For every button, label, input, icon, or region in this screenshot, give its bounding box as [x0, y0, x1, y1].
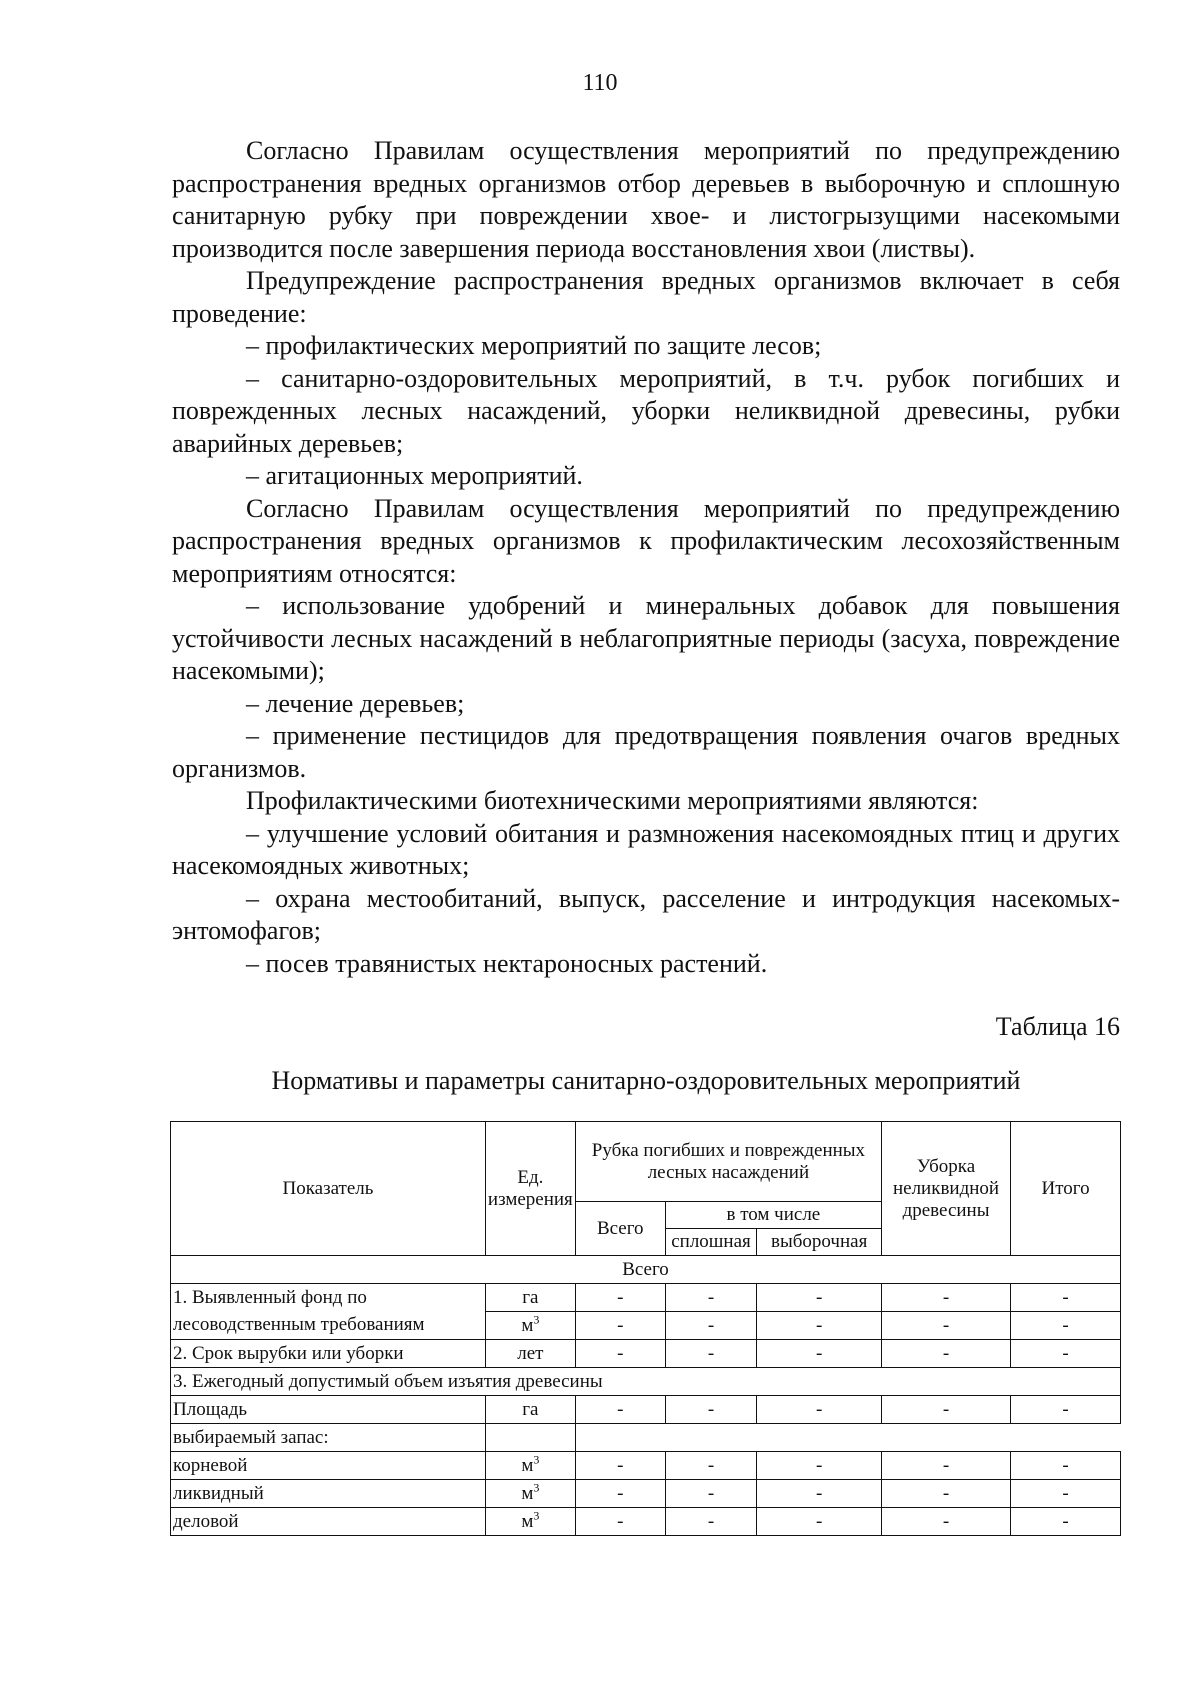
- row-label: лесоводственным требованиям: [171, 1312, 486, 1340]
- cell: -: [757, 1452, 882, 1480]
- table-caption: Таблица 16: [995, 1012, 1120, 1041]
- row-label: Площадь: [171, 1396, 486, 1424]
- table-row: [171, 1424, 1121, 1452]
- cell: -: [665, 1480, 757, 1508]
- cell: -: [575, 1508, 665, 1536]
- cell: -: [1011, 1312, 1121, 1340]
- list-item: – профилактических мероприятий по защите лесов;: [246, 331, 822, 360]
- page-number: 110: [582, 70, 618, 96]
- cell: -: [665, 1396, 757, 1424]
- section-row: 3. Ежегодный допустимый объем изъятия древесины: [171, 1368, 1121, 1396]
- cell: -: [757, 1396, 882, 1424]
- cell: -: [575, 1340, 665, 1368]
- unit-text: м: [521, 1454, 534, 1476]
- cell: -: [757, 1340, 882, 1368]
- row-label: 1. Выявленный фонд по: [171, 1284, 486, 1312]
- row-unit: га: [485, 1284, 575, 1312]
- header-sum: Итого: [1011, 1122, 1121, 1256]
- cell: -: [1011, 1452, 1121, 1480]
- row-label: выбираемый запас:: [171, 1424, 486, 1452]
- superscript: 3: [533, 1312, 540, 1327]
- header-including: в том числе: [665, 1202, 881, 1229]
- cell: -: [882, 1312, 1011, 1340]
- cell: -: [575, 1284, 665, 1312]
- table-row: [171, 1312, 1121, 1340]
- superscript: 3: [533, 1508, 540, 1523]
- norms-table: [170, 1121, 1121, 1536]
- unit-text: м: [521, 1314, 534, 1336]
- cell: -: [882, 1452, 1011, 1480]
- header-cutting: Рубка погибших и поврежденных лесных насаждений: [575, 1122, 881, 1202]
- cell: -: [757, 1480, 882, 1508]
- table-row: [171, 1480, 1121, 1508]
- list-item: – применение пестицидов для предотвращения появления очагов вредных организмов.: [172, 721, 1120, 783]
- table-title: Нормативы и параметры санитарно-оздоровительных мероприятий: [271, 1066, 1021, 1095]
- cell: -: [882, 1340, 1011, 1368]
- table-row: [171, 1396, 1121, 1424]
- cell: -: [882, 1284, 1011, 1312]
- list-item: – санитарно-оздоровительных мероприятий, в т.ч. рубок погибших и поврежденных лесных насаждений, уборки неликвидной древесины, рубки аварийных деревьев;: [172, 363, 1120, 458]
- unit-text: м: [521, 1482, 534, 1504]
- body-text: [172, 135, 1120, 980]
- row-unit: [485, 1312, 575, 1340]
- cell: -: [1011, 1508, 1121, 1536]
- row-label: корневой: [171, 1452, 486, 1480]
- cell: -: [665, 1284, 757, 1312]
- list-item: – использование удобрений и минеральных добавок для повышения устойчивости лесных насаждений в неблагоприятные периоды (засуха, повреждение насекомыми);: [172, 591, 1120, 685]
- paragraph: Согласно Правилам осуществления мероприятий по предупреждению распространения вредных организмов отбор деревьев в выборочную и сплошную санитарную рубку при повреждении хвое- и листогрызущими насекомыми производится после завершения периода восстановления хвои (листвы).: [172, 136, 1120, 263]
- cell: -: [757, 1284, 882, 1312]
- header-total: Всего: [575, 1202, 665, 1256]
- list-item: – улучшение условий обитания и размножения насекомоядных птиц и других насекомоядных животных;: [172, 818, 1120, 880]
- table-row: [171, 1508, 1121, 1536]
- list-item: – охрана местообитаний, выпуск, расселение и интродукция насекомых-энтомофагов;: [172, 883, 1120, 945]
- cell: -: [1011, 1396, 1121, 1424]
- cell: -: [575, 1312, 665, 1340]
- row-label: 2. Срок вырубки или уборки: [171, 1340, 486, 1368]
- cell: [485, 1424, 575, 1452]
- row-unit: [485, 1480, 575, 1508]
- table-row: [171, 1340, 1121, 1368]
- section-row: Всего: [171, 1256, 1121, 1284]
- header-unit: Ед. измерения: [485, 1122, 575, 1256]
- cell: -: [575, 1480, 665, 1508]
- cell: -: [1011, 1340, 1121, 1368]
- superscript: 3: [533, 1452, 540, 1467]
- cell: -: [1011, 1480, 1121, 1508]
- cell: -: [665, 1452, 757, 1480]
- cell: -: [575, 1452, 665, 1480]
- list-item: – лечение деревьев;: [246, 688, 465, 718]
- table-row: [171, 1284, 1121, 1312]
- cell: -: [757, 1312, 882, 1340]
- header-indicator: Показатель: [171, 1122, 486, 1256]
- paragraph: Профилактическими биотехническими мероприятиями являются:: [246, 786, 979, 815]
- cell: -: [882, 1480, 1011, 1508]
- cell: -: [882, 1396, 1011, 1424]
- row-label: ликвидный: [171, 1480, 486, 1508]
- row-unit: [485, 1452, 575, 1480]
- cell: -: [1011, 1284, 1121, 1312]
- header-selective: выборочная: [757, 1229, 882, 1256]
- list-item: – агитационных мероприятий.: [246, 461, 583, 490]
- paragraph: Предупреждение распространения вредных организмов включает в себя проведение:: [172, 266, 1120, 328]
- cell: -: [757, 1508, 882, 1536]
- header-clear: сплошная: [665, 1229, 757, 1256]
- cell: -: [665, 1312, 757, 1340]
- cell: [575, 1424, 1120, 1452]
- row-unit: га: [485, 1396, 575, 1424]
- row-unit: лет: [485, 1340, 575, 1368]
- row-label: деловой: [171, 1508, 486, 1536]
- header-cleanup: Уборка неликвидной древесины: [882, 1122, 1011, 1256]
- superscript: 3: [533, 1480, 540, 1495]
- table-row: [171, 1452, 1121, 1480]
- cell: -: [575, 1396, 665, 1424]
- list-item: – посев травянистых нектароносных растений.: [246, 948, 768, 978]
- cell: -: [882, 1508, 1011, 1536]
- row-unit: [485, 1508, 575, 1536]
- cell: -: [665, 1508, 757, 1536]
- unit-text: м: [521, 1510, 534, 1532]
- paragraph: Согласно Правилам осуществления мероприятий по предупреждению распространения вредных организмов к профилактическим лесохозяйственным мероприятиям относятся:: [172, 493, 1120, 588]
- cell: -: [665, 1340, 757, 1368]
